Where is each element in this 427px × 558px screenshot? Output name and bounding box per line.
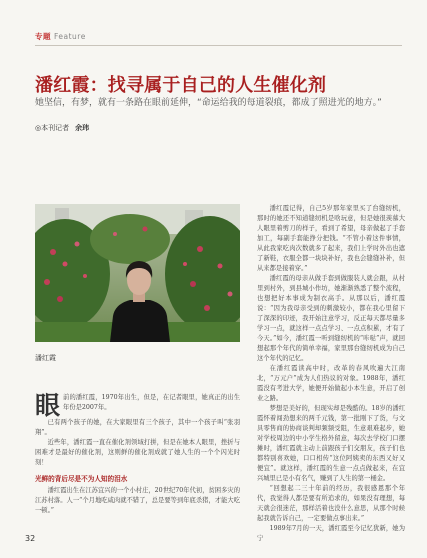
paragraph: 前的潘红霞，1970年出生，但是，在记者眼里，她真正的出生年份是2007年。 [63,394,240,411]
paragraph: 潘红霞的母亲从做手套到做服装人就会跟，从村里到村外，到县城小作坊，她渐渐熟悉了整个流程，也想把好本事成为制衣高手。从那以后，潘红霞说：“因为我母亲受到的刺激较小，都在我心里留下了深深的印迹，我开始注意学习，反正每天都尽量多学习一点，就这样一点点学习、一点点积累，才有了今天。”如今，潘红霞一听到缝纫机的“咔哒”声，就回想起那个年代的简单幸福，家里那台缝纫机成为自己这个年代的记忆。 [257,275,405,362]
section-en: Feature [54,32,86,41]
paragraph: 近些年，潘红霞一直在催化剂领域打拼，但是在她本人眼里，挫折与困难才是最好的催化剂，这则鲜的催化剂成就了她人生的一个个闪光时刻！ [35,439,240,466]
paragraph: 在潘红霞读高中时，改革的春风吹遍大江南北，“万元户”成为人们热议的对象。1988年，潘红霞没有考进大学，她便开始做起小本生意，开启了创业之路。 [257,365,405,402]
byline [35,123,89,133]
paragraph: 1989年7月的一天，潘红霞至今记忆犹新，她为宁 [257,525,405,542]
paragraph: 已有两个孩子的她，在大家眼里有三个孩子，其中一个孩子叫“张羽翔”。 [35,419,240,436]
section-subhead: 光鲜的背后尽是不为人知的泪水 [35,475,128,483]
right-column [257,204,405,544]
section-divider [35,45,402,46]
article-title: 潘红霞：找寻属于自己的人生催化剂 [35,75,327,96]
paragraph: 梦想是美好的，但现实却是残酷的。18岁的潘红霞怀着闯劲想来的两千元钱，第一批刚下了货，与文具零售商的协商谈判却频频受阻，生意艰难起步，她对学校周边的中小学生格外留意，每次去学校门口摆摊时，潘红霞就主动上前跟孩子们交朋友，孩子们也都特别喜欢她，口口相传“这位阿姨卖的东西又好又便宜”。就这样，潘红霞的生意一点点做起来，在宜兴城里已是小有名气，赚到了人生的第一桶金。 [257,405,405,482]
photo-caption: 潘红霞 [35,354,56,362]
byline-author: 余玮 [75,124,90,132]
section-cn: 专题 [35,32,51,41]
byline-label: ◎本刊记者 [35,124,70,132]
portrait-photo [35,204,240,342]
drop-cap: 眼 [35,391,61,420]
section-tag [35,31,86,42]
paragraph: 潘红霞出生在江苏宜兴的一个小村庄，20世纪70年代初，贫困多灾的江苏村落。人一“个月地吃咸肉就不错了，总是要等到年底杀猪，才能大吃一顿。” [35,487,240,514]
paragraph: “回想起二三十年前的经历，我很感恩那个年代，我觉得人都是要有所追求的，如果没有理想，每天就会很迷茫，那样活着也没什么意思，从那个时候起我就告诉自己，一定要做点事出来。” [257,485,405,522]
page-number: 32 [25,534,36,543]
paragraph: 潘红霞记得，自己5岁那年家里买了台缝纫机，那时的她还不知道缝纫机是啥玩意，但是她很羡慕大人眼里着剪刀的样子，看到了希望，母亲做起了手套加工，每副手套能挣分把钱。“不管小着这件事情，从此我家吃肉次数就多了起来，我们上学时外出也遮了新鞋，衣服全都一块块补好，我也会缝缝补补，但从来都是接着穿。” [257,205,405,272]
article-subtitle: 她坚信，有梦，就有一条路在眼前延伸，“命运给我的每道裂痕，都成了照进光的地方。” [35,98,382,108]
left-column [35,393,240,516]
